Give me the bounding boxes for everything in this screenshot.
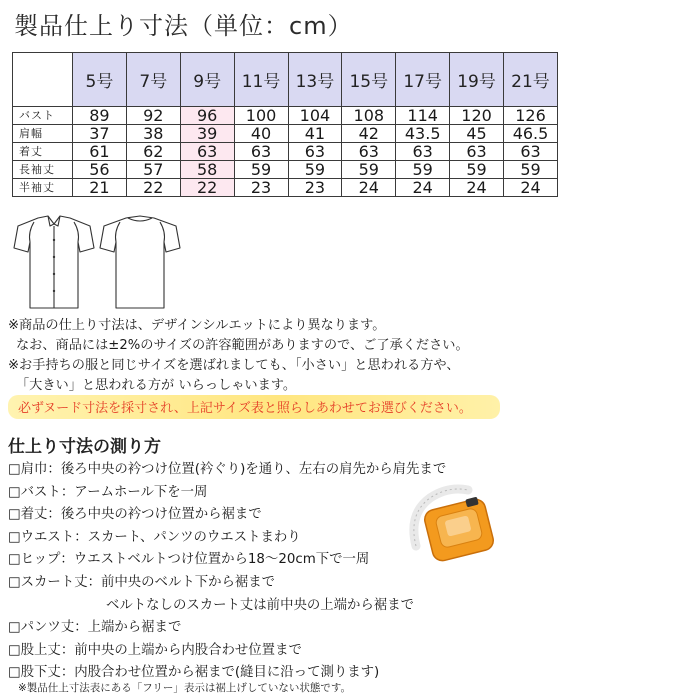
list-item: □スカート丈：前中央のベルト下から裾まで bbox=[8, 574, 276, 590]
list-item: □股上丈：前中央の上端から内股合わせ位置まで bbox=[8, 642, 302, 658]
table-cell: 43.5 bbox=[396, 125, 450, 143]
table-row bbox=[13, 107, 558, 125]
footnote: ※製品仕上寸法表にある「フリー」表示は裾上げしていない状態です。 bbox=[18, 682, 352, 694]
row-label: 着丈 bbox=[13, 143, 73, 161]
table-cell: 38 bbox=[126, 125, 180, 143]
table-cell: 63 bbox=[450, 143, 504, 161]
size-header: 17号 bbox=[396, 53, 450, 107]
size-header: 13号 bbox=[288, 53, 342, 107]
short-sleeve-blouse-icon bbox=[8, 212, 193, 312]
table-cell: 24 bbox=[396, 179, 450, 197]
table-cell: 42 bbox=[342, 125, 396, 143]
table-cell: 39 bbox=[180, 125, 234, 143]
list-item: □肩巾：後ろ中央の衿つけ位置(衿ぐり)を通り、左右の肩先から肩先まで bbox=[8, 462, 447, 477]
table-cell: 59 bbox=[450, 161, 504, 179]
page-title: 製品仕上り寸法（単位：cm） bbox=[14, 12, 353, 40]
table-cell: 37 bbox=[73, 125, 127, 143]
table-cell: 59 bbox=[342, 161, 396, 179]
table-cell: 56 bbox=[73, 161, 127, 179]
table-cell: 63 bbox=[342, 143, 396, 161]
size-header: 19号 bbox=[450, 53, 504, 107]
row-label: 長袖丈 bbox=[13, 161, 73, 179]
table-cell: 57 bbox=[126, 161, 180, 179]
table-cell: 21 bbox=[73, 179, 127, 197]
table-cell: 126 bbox=[504, 107, 558, 125]
note-line: ※商品の仕上り寸法は、デザインシルエットにより異なります。 bbox=[8, 318, 386, 333]
row-label: バスト bbox=[13, 107, 73, 125]
size-table bbox=[12, 52, 558, 197]
table-cell: 108 bbox=[342, 107, 396, 125]
table-cell: 58 bbox=[180, 161, 234, 179]
section-title: 仕上り寸法の測り方 bbox=[8, 437, 161, 457]
size-header: 9号 bbox=[180, 53, 234, 107]
measurement-list bbox=[8, 459, 446, 685]
table-cell: 40 bbox=[234, 125, 288, 143]
table-cell: 24 bbox=[342, 179, 396, 197]
size-header: 5号 bbox=[73, 53, 127, 107]
row-label: 肩幅 bbox=[13, 125, 73, 143]
table-cell: 63 bbox=[180, 143, 234, 161]
table-cell: 23 bbox=[288, 179, 342, 197]
important-notice-text: 必ずヌード寸法を採寸され、上記サイズ表と照らしあわせてお選びください。 bbox=[18, 401, 472, 416]
size-header: 7号 bbox=[126, 53, 180, 107]
table-cell: 24 bbox=[504, 179, 558, 197]
size-header: 11号 bbox=[234, 53, 288, 107]
table-cell: 100 bbox=[234, 107, 288, 125]
table-cell: 63 bbox=[504, 143, 558, 161]
note-line: 「大きい」と思われる方が いらっしゃいます。 bbox=[16, 378, 297, 393]
table-cell: 63 bbox=[288, 143, 342, 161]
table-cell: 96 bbox=[180, 107, 234, 125]
table-cell: 46.5 bbox=[504, 125, 558, 143]
table-row bbox=[13, 161, 558, 179]
table-cell: 59 bbox=[396, 161, 450, 179]
table-cell: 23 bbox=[234, 179, 288, 197]
row-label: 半袖丈 bbox=[13, 179, 73, 197]
table-corner bbox=[13, 53, 73, 107]
note-line: なお、商品には±2%のサイズの許容範囲がありますので、ご了承ください。 bbox=[16, 338, 469, 353]
table-cell: 22 bbox=[180, 179, 234, 197]
important-notice bbox=[8, 395, 500, 419]
table-cell: 62 bbox=[126, 143, 180, 161]
note-line: ※お手持ちの服と同じサイズを選ばれましても、「小さい」と思われる方や、 bbox=[8, 358, 460, 373]
table-row bbox=[13, 143, 558, 161]
list-item: □股下丈：内股合わせ位置から裾まで(縫目に沿って測ります) bbox=[8, 665, 380, 681]
table-cell: 63 bbox=[396, 143, 450, 161]
table-cell: 89 bbox=[73, 107, 127, 125]
table-cell: 41 bbox=[288, 125, 342, 143]
list-item: □ヒップ：ウエストベルトつけ位置から18～20cm下で一周 bbox=[8, 552, 370, 568]
table-row bbox=[13, 179, 558, 197]
size-header: 21号 bbox=[504, 53, 558, 107]
list-item: □バスト：アームホール下を一周 bbox=[8, 484, 208, 500]
table-cell: 22 bbox=[126, 179, 180, 197]
list-item: □ウエスト：スカート、パンツのウエストまわり bbox=[8, 529, 301, 545]
table-cell: 92 bbox=[126, 107, 180, 125]
table-cell: 45 bbox=[450, 125, 504, 143]
tape-measure-icon bbox=[408, 484, 500, 562]
list-item: □パンツ丈：上端から裾まで bbox=[8, 620, 182, 636]
size-header-row bbox=[13, 53, 558, 107]
list-item: ベルトなしのスカート丈は前中央の上端から裾まで bbox=[106, 597, 414, 613]
table-row bbox=[13, 125, 558, 143]
table-cell: 61 bbox=[73, 143, 127, 161]
table-cell: 104 bbox=[288, 107, 342, 125]
table-cell: 120 bbox=[450, 107, 504, 125]
notes-block bbox=[8, 316, 469, 396]
table-cell: 63 bbox=[234, 143, 288, 161]
table-cell: 24 bbox=[450, 179, 504, 197]
table-cell: 114 bbox=[396, 107, 450, 125]
list-item: □着丈：後ろ中央の衿つけ位置から裾まで bbox=[8, 507, 262, 523]
table-cell: 59 bbox=[288, 161, 342, 179]
size-header: 15号 bbox=[342, 53, 396, 107]
table-cell: 59 bbox=[504, 161, 558, 179]
table-cell: 59 bbox=[234, 161, 288, 179]
